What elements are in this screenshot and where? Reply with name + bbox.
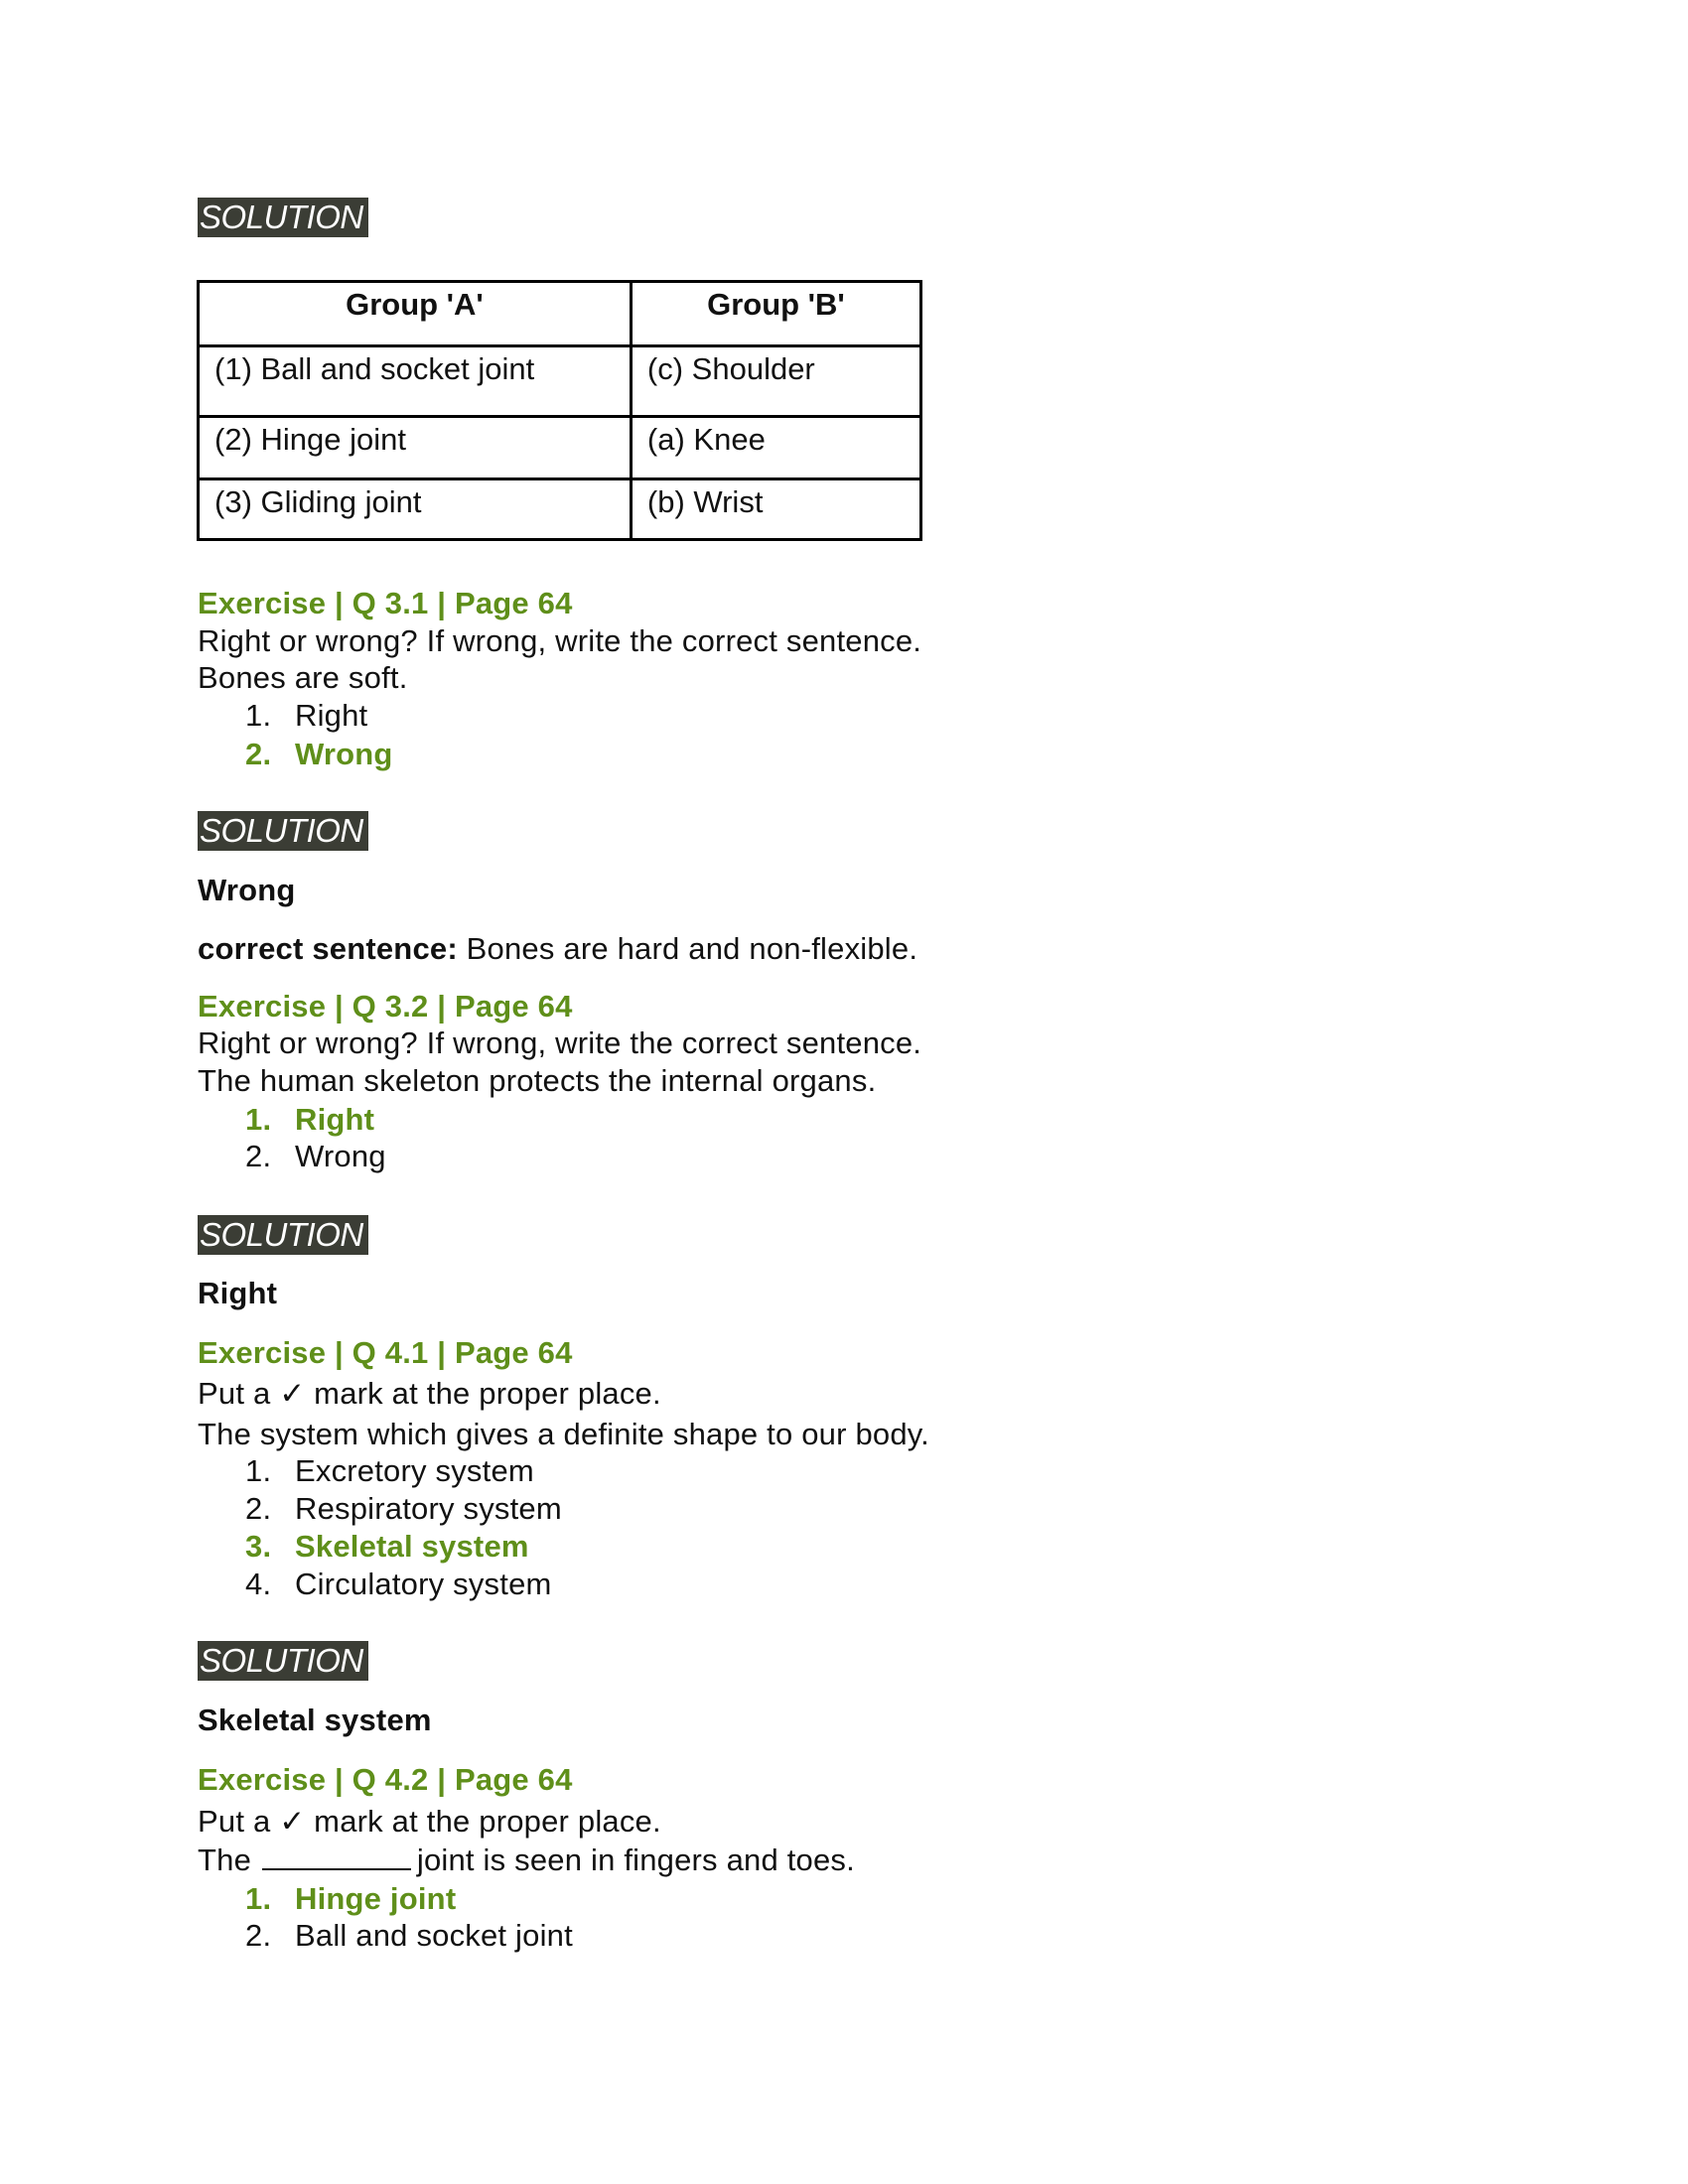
- exercise-heading-q4-1: Exercise | Q 4.1 | Page 64: [198, 1335, 573, 1370]
- option-item: 2. Respiratory system: [245, 1491, 562, 1526]
- option-item: 1. Excretory system: [245, 1453, 534, 1488]
- solution-answer: Wrong: [198, 873, 296, 907]
- question-statement: The joint is seen in fingers and toes.: [198, 1843, 855, 1877]
- option-item: 2. Wrong: [245, 1139, 386, 1173]
- fill-in-blank: [262, 1843, 411, 1870]
- table-cell: (2) Hinge joint: [199, 417, 632, 479]
- table-cell: (1) Ball and socket joint: [199, 346, 632, 417]
- solution-answer: Skeletal system: [198, 1703, 432, 1737]
- question-instruction: Right or wrong? If wrong, write the correct sentence.: [198, 1025, 922, 1060]
- question-statement: The human skeleton protects the internal organs.: [198, 1063, 877, 1098]
- table-cell: (b) Wrist: [631, 479, 920, 540]
- exercise-heading-q3-1: Exercise | Q 3.1 | Page 64: [198, 586, 573, 620]
- option-item-correct: 1. Right: [245, 1102, 375, 1137]
- table-row: [199, 479, 921, 540]
- option-item: 2. Ball and socket joint: [245, 1918, 573, 1953]
- solution-correct-sentence: correct sentence: Bones are hard and non-flexible.: [198, 931, 918, 966]
- question-statement: The system which gives a definite shape to our body.: [198, 1417, 929, 1451]
- match-table: [197, 280, 922, 541]
- exercise-heading-q3-2: Exercise | Q 3.2 | Page 64: [198, 989, 573, 1024]
- table-header-group-b: Group 'B': [631, 282, 920, 346]
- solution-label: SOLUTION: [198, 811, 368, 851]
- table-row: [199, 346, 921, 417]
- option-item: 1. Right: [245, 698, 368, 733]
- question-instruction: Right or wrong? If wrong, write the correct sentence.: [198, 623, 922, 658]
- solution-answer: Right: [198, 1276, 278, 1310]
- option-item-correct: 2. Wrong: [245, 737, 393, 771]
- solution-label: SOLUTION: [198, 1641, 368, 1681]
- table-header-row: [199, 282, 921, 346]
- table-cell: (c) Shoulder: [631, 346, 920, 417]
- option-item: 4. Circulatory system: [245, 1567, 552, 1601]
- table-cell: (3) Gliding joint: [199, 479, 632, 540]
- table-header-group-a: Group 'A': [199, 282, 632, 346]
- option-item-correct: 1. Hinge joint: [245, 1881, 457, 1916]
- solution-label: SOLUTION: [198, 198, 368, 237]
- question-statement: Bones are soft.: [198, 660, 408, 695]
- solution-label: SOLUTION: [198, 1215, 368, 1255]
- question-instruction: Put a ✓ mark at the proper place.: [198, 1804, 661, 1839]
- exercise-heading-q4-2: Exercise | Q 4.2 | Page 64: [198, 1762, 573, 1797]
- table-cell: (a) Knee: [631, 417, 920, 479]
- option-item-correct: 3. Skeletal system: [245, 1529, 529, 1564]
- question-instruction: Put a ✓ mark at the proper place.: [198, 1376, 661, 1411]
- table-row: [199, 417, 921, 479]
